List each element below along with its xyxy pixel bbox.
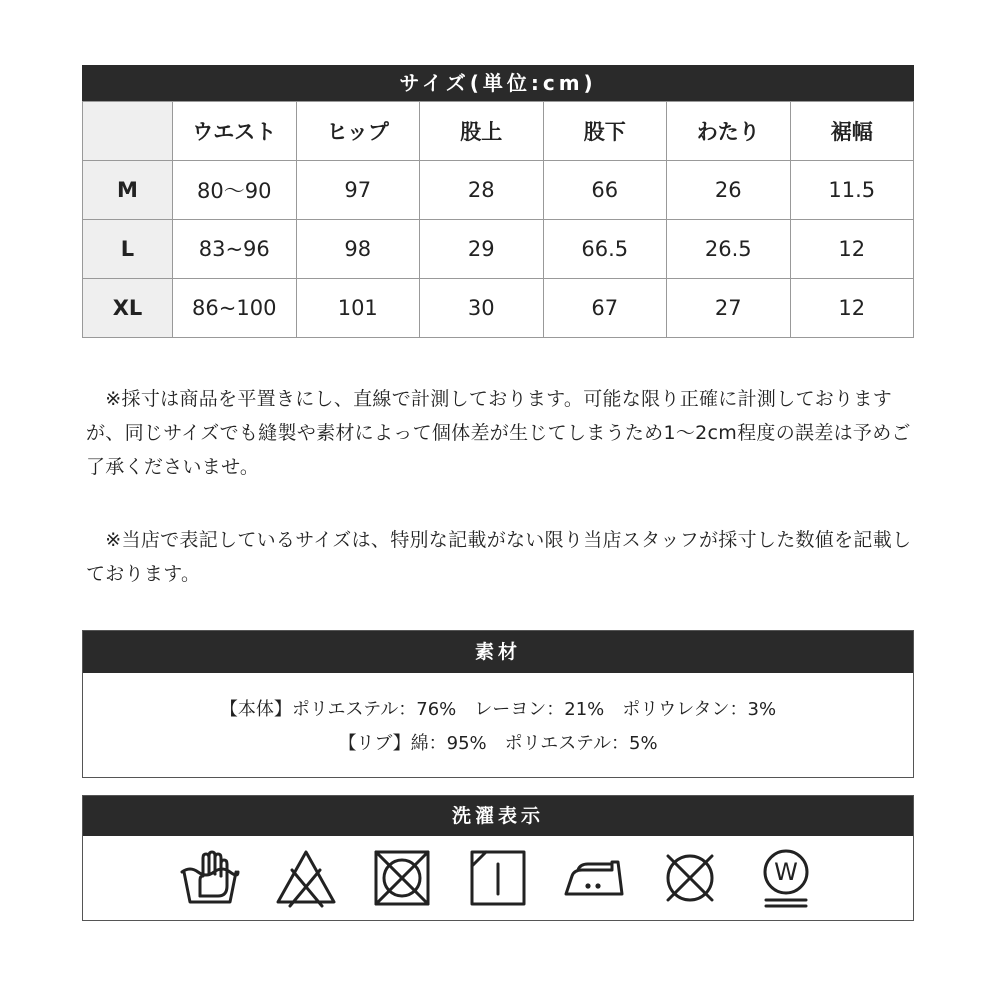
iron-low-icon bbox=[562, 846, 626, 910]
material-body bbox=[83, 673, 913, 777]
size-table bbox=[82, 101, 914, 338]
no-tumble-dry-icon bbox=[370, 846, 434, 910]
table-cell: 97 bbox=[296, 161, 420, 220]
care-title: 洗濯表示 bbox=[83, 796, 913, 836]
header-hip: ヒップ bbox=[296, 102, 420, 161]
header-corner bbox=[83, 102, 173, 161]
table-row bbox=[83, 161, 914, 220]
wet-clean-icon bbox=[754, 846, 818, 910]
table-cell: 86~100 bbox=[173, 279, 297, 338]
header-thigh: わたり bbox=[667, 102, 791, 161]
table-cell: 29 bbox=[420, 220, 544, 279]
table-cell: 80〜90 bbox=[173, 161, 297, 220]
table-cell: 11.5 bbox=[790, 161, 914, 220]
care-section bbox=[82, 795, 914, 921]
size-section bbox=[82, 65, 914, 338]
line-dry-icon bbox=[466, 846, 530, 910]
header-inseam: 股下 bbox=[543, 102, 667, 161]
table-cell: 26 bbox=[667, 161, 791, 220]
size-table-title: サイズ(単位:cm) bbox=[82, 65, 914, 101]
table-cell: 26.5 bbox=[667, 220, 791, 279]
table-cell: 101 bbox=[296, 279, 420, 338]
table-cell: 27 bbox=[667, 279, 791, 338]
table-cell: 67 bbox=[543, 279, 667, 338]
material-line-body: 【本体】ポリエステル：76% レーヨン：21% ポリウレタン：3% bbox=[219, 699, 777, 720]
header-hem-width: 裾幅 bbox=[790, 102, 914, 161]
measurement-note: ※採寸は商品を平置きにし、直線で計測しております。可能な限り正確に計測しておりますが、同じサイズでも縫製や素材によって個体差が生じてしまうため1〜2cm程度の誤差は予めご了承くださいませ。 bbox=[86, 388, 911, 478]
size-note: ※当店で表記しているサイズは、特別な記載がない限り当店スタッフが採寸した数値を記載しております。 bbox=[86, 529, 912, 585]
wet-clean-letter: W bbox=[774, 858, 798, 886]
table-cell: 12 bbox=[790, 279, 914, 338]
header-rise: 股上 bbox=[420, 102, 544, 161]
material-line-rib: 【リブ】綿：95% ポリエステル：5% bbox=[338, 733, 658, 754]
table-row bbox=[83, 279, 914, 338]
table-row bbox=[83, 220, 914, 279]
material-section bbox=[82, 630, 914, 778]
table-cell: 28 bbox=[420, 161, 544, 220]
table-cell: 66 bbox=[543, 161, 667, 220]
table-cell: 66.5 bbox=[543, 220, 667, 279]
material-title: 素材 bbox=[83, 631, 913, 673]
table-cell: 30 bbox=[420, 279, 544, 338]
no-dry-clean-icon bbox=[658, 846, 722, 910]
care-icons bbox=[83, 836, 913, 920]
table-cell: 83~96 bbox=[173, 220, 297, 279]
header-waist: ウエスト bbox=[173, 102, 297, 161]
table-header-row bbox=[83, 102, 914, 161]
hand-wash-icon bbox=[178, 846, 242, 910]
no-bleach-icon bbox=[274, 846, 338, 910]
size-label: L bbox=[83, 220, 173, 279]
table-cell: 12 bbox=[790, 220, 914, 279]
table-cell: 98 bbox=[296, 220, 420, 279]
size-label: XL bbox=[83, 279, 173, 338]
size-label: M bbox=[83, 161, 173, 220]
